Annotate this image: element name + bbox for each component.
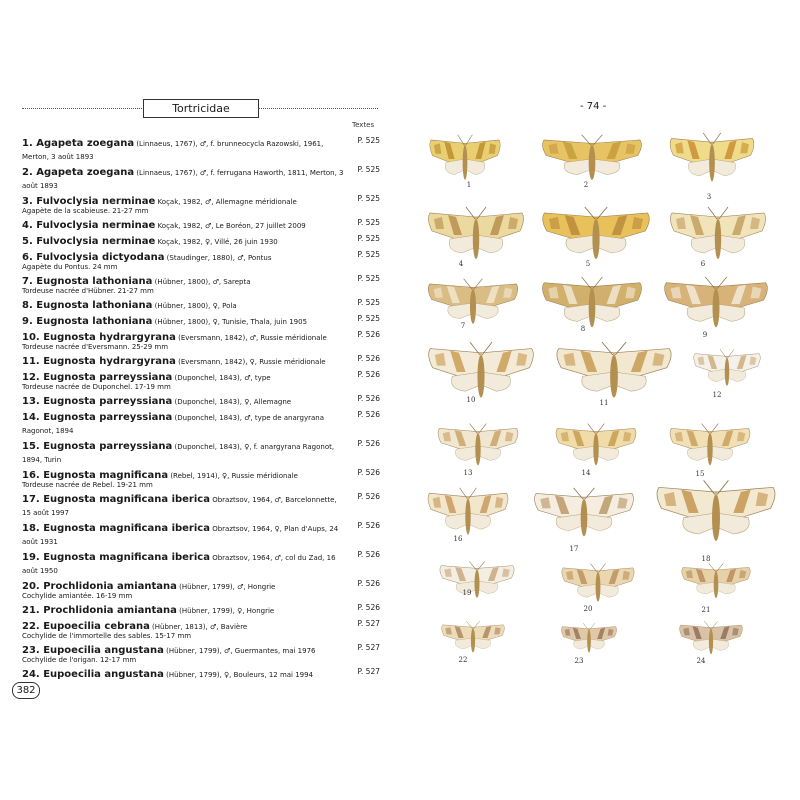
specimen-number: 14: [581, 469, 591, 477]
moth-specimen-image: [680, 562, 752, 602]
moth-specimen-image: [554, 422, 638, 470]
moth-illustration: [692, 348, 762, 390]
right-page-plate: [400, 0, 800, 800]
moth-illustration: [560, 562, 636, 606]
moth-illustration: [560, 622, 618, 656]
species-name: 6. Fulvoclysia dictyodana: [22, 252, 165, 263]
moth-specimen-image: [440, 620, 506, 656]
specimen-number: 7: [460, 322, 466, 330]
species-authority: (Hübner, 1799), ♂, Hongrie: [176, 583, 276, 591]
species-entry: [22, 468, 380, 489]
moth-specimen-image: [532, 486, 636, 542]
column-header: Textes: [352, 121, 375, 129]
moth-specimen-image: [662, 275, 770, 333]
moth-illustration: [680, 562, 752, 602]
species-name: 19. Eugnosta magnificana iberica: [22, 552, 210, 563]
moth-specimen-image: [438, 560, 516, 602]
species-name: 23. Eupoecilia angustana: [22, 645, 164, 656]
moth-illustration: [540, 133, 644, 185]
moth-body: [581, 499, 588, 536]
species-entry: [22, 579, 380, 600]
text-page-ref: P. 525: [357, 234, 380, 243]
moth-specimen-image: [540, 133, 644, 185]
species-authority: (Eversmann, 1842), ♂, Russie méridionale: [175, 334, 327, 342]
species-authority: Obraztsov, 1964, ♂, Barcelonnette, 15 août 1997: [22, 496, 337, 517]
moth-illustration: [554, 422, 638, 470]
species-entry: [22, 194, 380, 215]
species-entry: [22, 394, 380, 407]
plate-number: - 74 -: [580, 101, 607, 112]
species-authority: (Duponchel, 1843), ♂, type de anargyrana Ragonot, 1894: [22, 414, 325, 435]
text-page-ref: P. 526: [357, 603, 380, 612]
moth-body: [471, 628, 475, 652]
species-name: 16. Eugnosta magnificana: [22, 470, 169, 481]
moth-illustration: [654, 478, 778, 548]
species-authority: (Hübner, 1800), ♀, Tunisie, Thala, juin 1905: [152, 318, 308, 326]
species-name: 8. Eugnosta lathoniana: [22, 300, 153, 311]
species-entry: [22, 330, 380, 351]
specimen-number: 9: [702, 331, 708, 339]
species-entry: [22, 218, 380, 231]
specimen-number: 12: [712, 391, 722, 399]
moth-specimen-image: [668, 131, 756, 187]
header-rule-left: [22, 108, 142, 109]
species-name: 21. Prochlidonia amiantana: [22, 605, 177, 616]
moth-body: [709, 629, 713, 654]
species-entry: [22, 603, 380, 616]
moth-specimen-image: [554, 340, 674, 404]
text-page-ref: P. 525: [357, 298, 380, 307]
species-entry: [22, 314, 380, 327]
text-page-ref: P. 525: [357, 274, 380, 283]
species-list: [22, 136, 380, 683]
moth-body: [713, 289, 720, 328]
moth-body: [473, 219, 479, 259]
text-page-ref: P. 526: [357, 370, 380, 379]
moth-specimen-image: [692, 348, 762, 390]
moth-body: [709, 144, 715, 181]
moth-illustration: [426, 486, 510, 540]
species-name: 7. Eugnosta lathoniana: [22, 276, 153, 287]
text-page-ref: P. 526: [357, 579, 380, 588]
moth-specimen-image: [426, 205, 526, 265]
specimen-number: 23: [574, 657, 584, 665]
specimen-number: 15: [695, 470, 705, 478]
moth-specimen-image: [678, 620, 744, 658]
specimen-number: 19: [462, 589, 472, 597]
text-page-ref: P. 527: [357, 667, 380, 676]
text-page-ref: P. 525: [357, 250, 380, 259]
moth-body: [463, 145, 468, 180]
species-name: 4. Fulvoclysia nerminae: [22, 220, 156, 231]
specimen-number: 8: [580, 325, 586, 333]
specimen-number: 13: [463, 469, 473, 477]
species-entry: [22, 354, 380, 367]
species-entry: [22, 521, 380, 547]
species-name: 2. Agapeta zoegana: [22, 167, 135, 178]
specimen-number: 16: [453, 535, 463, 543]
moth-body: [465, 499, 470, 535]
moth-specimen-image: [560, 562, 636, 606]
species-name: 10. Eugnosta hydrargyrana: [22, 332, 176, 343]
moth-illustration: [426, 340, 536, 404]
species-name: 5. Fulvoclysia nerminae: [22, 236, 156, 247]
text-page-ref: P. 526: [357, 394, 380, 403]
moth-illustration: [438, 560, 516, 602]
moth-body: [470, 289, 476, 324]
text-page-ref: P. 526: [357, 468, 380, 477]
species-name: 9. Eugnosta lathoniana: [22, 316, 153, 327]
species-authority: Obraztsov, 1964, ♀, Plan d'Aups, 24 août 1931: [22, 525, 339, 546]
species-authority: Koçak, 1982, ♂, Allemagne méridionale: [155, 198, 297, 206]
moth-body: [589, 145, 596, 180]
species-name: 22. Eupoecilia cebrana: [22, 621, 150, 632]
species-authority: (Linnaeus, 1767), ♂, f. ferrugana Haworth, 1811, Merton, 3 août 1893: [22, 169, 344, 190]
species-authority: (Rebel, 1914), ♀, Russie méridionale: [168, 472, 298, 480]
species-name: 14. Eugnosta parreyssiana: [22, 412, 173, 423]
species-entry: [22, 234, 380, 247]
moth-illustration: [662, 275, 770, 333]
moth-body: [589, 289, 596, 328]
species-authority: (Linnaeus, 1767), ♂, f. brunneocycla Razowski, 1961, Merton, 3 août 1893: [22, 140, 324, 161]
species-authority: (Hübner, 1800), ♂, Sarepta: [152, 278, 251, 286]
text-page-ref: P. 525: [357, 136, 380, 145]
moth-specimen-image: [426, 486, 510, 540]
specimen-number: 11: [599, 399, 609, 407]
text-page-ref: P. 526: [357, 521, 380, 530]
moth-illustration: [436, 422, 520, 470]
species-name: 18. Eugnosta magnificana iberica: [22, 523, 210, 534]
specimen-number: 4: [458, 260, 464, 268]
moth-body: [475, 433, 480, 465]
moth-body: [592, 219, 599, 259]
moth-body: [587, 630, 591, 653]
specimen-number: 20: [583, 605, 593, 613]
specimen-number: 5: [585, 260, 591, 268]
species-entry: [22, 274, 380, 295]
moth-illustration: [426, 277, 520, 329]
specimen-number: 6: [700, 260, 706, 268]
species-entry: [22, 136, 380, 162]
specimen-number: 3: [706, 193, 712, 201]
specimen-number: 21: [701, 606, 711, 614]
species-name: 15. Eugnosta parreyssiana: [22, 441, 173, 452]
specimen-number: 22: [458, 656, 468, 664]
moth-specimen-image: [540, 205, 652, 265]
species-name: 11. Eugnosta hydrargyrana: [22, 356, 176, 367]
species-authority: (Duponchel, 1843), ♀, f. anargyrana Ragonot, 1894, Turin: [22, 443, 335, 464]
text-page-ref: P. 526: [357, 550, 380, 559]
moth-specimen-image: [428, 133, 502, 185]
species-entry: [22, 439, 380, 465]
specimen-number: 17: [569, 545, 579, 553]
text-page-ref: P. 526: [357, 410, 380, 419]
moth-illustration: [668, 205, 768, 265]
species-entry: [22, 492, 380, 518]
species-authority: (Duponchel, 1843), ♀, Allemagne: [172, 398, 292, 406]
moth-body: [725, 358, 729, 386]
species-common-name: Cochylide de l'immortelle des sables. 15-17 mm: [22, 632, 192, 640]
text-page-ref: P. 526: [357, 354, 380, 363]
species-common-name: Cochylide de l'origan. 12-17 mm: [22, 656, 137, 664]
species-name: 13. Eugnosta parreyssiana: [22, 396, 173, 407]
moth-specimen-image: [436, 422, 520, 470]
specimen-number: 24: [696, 657, 706, 665]
species-entry: [22, 667, 380, 680]
moth-body: [714, 571, 719, 598]
species-common-name: Agapète du Pontus. 24 mm: [22, 263, 118, 271]
moth-illustration: [668, 422, 752, 470]
moth-illustration: [554, 340, 674, 404]
text-page-ref: P. 526: [357, 492, 380, 501]
species-entry: [22, 643, 380, 664]
species-entry: [22, 410, 380, 436]
species-authority: Koçak, 1982, ♀, Villé, 26 juin 1930: [155, 238, 278, 246]
species-authority: (Hübner, 1799), ♀, Hongrie: [176, 607, 275, 615]
text-page-ref: P. 525: [357, 218, 380, 227]
species-name: 3. Fulvoclysia nerminae: [22, 196, 156, 207]
text-page-ref: P. 526: [357, 330, 380, 339]
specimen-number: 1: [466, 181, 472, 189]
moth-specimen-image: [426, 277, 520, 329]
species-common-name: Tordeuse nacrée de Rebel. 19-21 mm: [22, 481, 153, 489]
text-page-ref: P. 526: [357, 439, 380, 448]
species-authority: (Staudinger, 1880), ♂, Pontus: [164, 254, 272, 262]
species-common-name: Cochylide amiantée. 16-19 mm: [22, 592, 133, 600]
species-authority: Obraztsov, 1964, ♂, col du Zad, 16 août 1950: [22, 554, 336, 575]
moth-illustration: [440, 620, 506, 656]
species-common-name: Tordeuse nacrée d'Hübner. 21-27 mm: [22, 287, 154, 295]
species-common-name: Tordeuse nacrée d'Eversmann. 25-29 mm: [22, 343, 169, 351]
specimen-number: 18: [701, 555, 711, 563]
moth-illustration: [668, 131, 756, 187]
header-rule-right: [258, 108, 378, 109]
moth-body: [610, 355, 618, 398]
species-name: 12. Eugnosta parreyssiana: [22, 372, 173, 383]
species-name: 17. Eugnosta magnificana iberica: [22, 494, 210, 505]
species-common-name: Tordeuse nacrée de Duponchel. 17-19 mm: [22, 383, 171, 391]
species-name: 1. Agapeta zoegana: [22, 138, 135, 149]
moth-specimen-image: [668, 205, 768, 265]
moth-body: [707, 433, 712, 465]
text-page-ref: P. 525: [357, 314, 380, 323]
moth-body: [715, 219, 721, 259]
moth-illustration: [540, 205, 652, 265]
moth-body: [593, 433, 598, 465]
species-entry: [22, 165, 380, 191]
species-authority: (Duponchel, 1843), ♂, type: [172, 374, 271, 382]
moth-specimen-image: [426, 340, 536, 404]
moth-specimen-image: [560, 622, 618, 656]
specimen-number: 10: [466, 396, 476, 404]
section-title: Tortricidae: [143, 99, 259, 118]
moth-body: [712, 494, 720, 541]
species-authority: (Hübner, 1813), ♂, Bavière: [149, 623, 248, 631]
species-entry: [22, 250, 380, 271]
species-entry: [22, 298, 380, 311]
text-page-ref: P. 527: [357, 619, 380, 628]
species-authority: (Eversmann, 1842), ♀, Russie méridionale: [175, 358, 326, 366]
species-name: 20. Prochlidonia amiantana: [22, 581, 177, 592]
specimen-number: 2: [583, 181, 589, 189]
species-authority: (Hübner, 1800), ♀, Pola: [152, 302, 237, 310]
moth-specimen-image: [654, 478, 778, 548]
moth-illustration: [532, 486, 636, 542]
species-common-name: Agapète de la scabieuse. 21-27 mm: [22, 207, 149, 215]
text-page-ref: P. 527: [357, 643, 380, 652]
moth-specimen-image: [668, 422, 752, 470]
species-entry: [22, 619, 380, 640]
moth-body: [477, 355, 484, 398]
page-number: 382: [12, 682, 40, 699]
moth-illustration: [678, 620, 744, 658]
text-page-ref: P. 525: [357, 194, 380, 203]
species-entry: [22, 550, 380, 576]
species-name: 24. Eupoecilia angustana: [22, 669, 164, 680]
moth-body: [596, 572, 601, 601]
species-entry: [22, 370, 380, 391]
moth-illustration: [428, 133, 502, 185]
species-authority: (Hübner, 1799), ♂, Guermantes, mai 1976: [163, 647, 316, 655]
moth-illustration: [426, 205, 526, 265]
species-authority: (Hübner, 1799), ♀, Bouleurs, 12 mai 1994: [163, 671, 314, 679]
text-page-ref: P. 525: [357, 165, 380, 174]
species-authority: Koçak, 1982, ♂, Le Boréon, 27 juillet 2009: [155, 222, 306, 230]
